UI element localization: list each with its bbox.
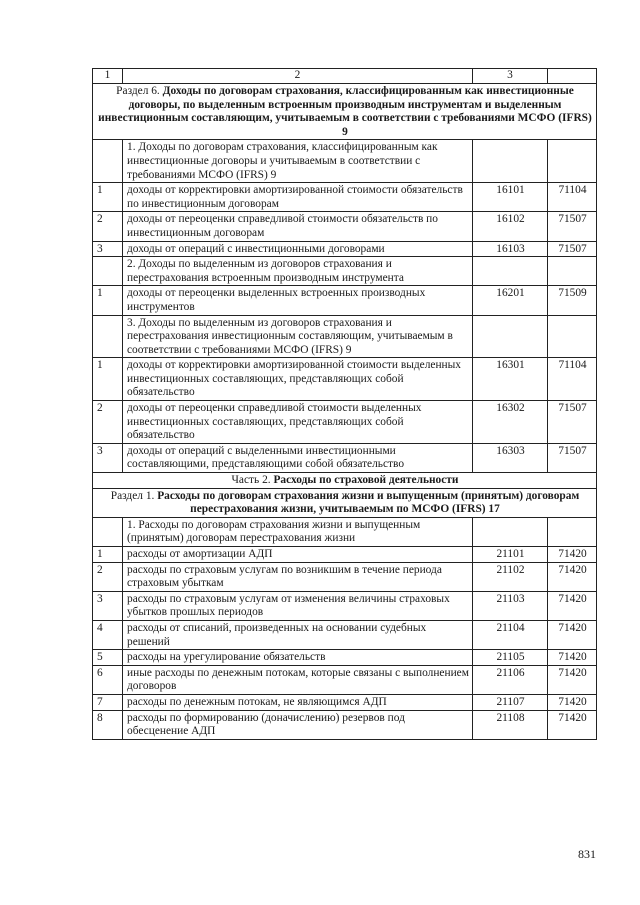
row-text: доходы от операций с инвестиционными договорами bbox=[123, 241, 473, 257]
group-title: 3. Доходы по выделенным из договоров страхования и перестрахования инвестиционным составляющим, учитываемым в соответствии с требованиями МСФО (IFRS) 9 bbox=[123, 315, 473, 358]
row-text: доходы от переоценки справедливой стоимости выделенных инвестиционных составляющих, представляющих собой обязательство bbox=[123, 401, 473, 444]
part-row bbox=[93, 473, 597, 489]
header-col-4 bbox=[548, 69, 597, 84]
row-code: 21104 bbox=[473, 620, 548, 649]
row-text: доходы от корректировки амортизированной стоимости обязательств по инвестиционным договорам bbox=[123, 183, 473, 212]
row-text: доходы от переоценки справедливой стоимости обязательств по инвестиционным договорам bbox=[123, 212, 473, 241]
group-title: 1. Расходы по договорам страхования жизни и выпущенным (принятым) договорам перестрахования жизни bbox=[123, 517, 473, 546]
section-title: Расходы по договорам страхования жизни и выпущенным (принятым) договорам перестрахования жизни, учитываемым по МСФО (IFRS) 17 bbox=[157, 489, 580, 516]
row-text: расходы по формированию (доначислению) резервов под обесценение АДП bbox=[123, 710, 473, 739]
table-row bbox=[93, 183, 597, 212]
part-2-heading bbox=[93, 473, 597, 489]
row-text: доходы от операций с выделенными инвестиционными составляющими, представляющими собой обязательство bbox=[123, 443, 473, 472]
row-code: 16103 bbox=[473, 241, 548, 257]
row-account: 71420 bbox=[548, 710, 597, 739]
row-number: 7 bbox=[93, 694, 123, 710]
row-code: 21108 bbox=[473, 710, 548, 739]
group-row bbox=[93, 517, 597, 546]
row-number: 8 bbox=[93, 710, 123, 739]
row-code: 21106 bbox=[473, 665, 548, 694]
row-account: 71420 bbox=[548, 650, 597, 666]
section-label: Раздел 1. bbox=[110, 489, 158, 502]
account-table bbox=[92, 68, 597, 740]
row-text: иные расходы по денежным потокам, которые связаны с выполнением договоров bbox=[123, 665, 473, 694]
row-code: 16302 bbox=[473, 401, 548, 444]
row-account: 71507 bbox=[548, 241, 597, 257]
row-number: 3 bbox=[93, 443, 123, 472]
table-row bbox=[93, 562, 597, 591]
table-row bbox=[93, 286, 597, 315]
row-code: 16303 bbox=[473, 443, 548, 472]
row-number: 2 bbox=[93, 212, 123, 241]
part-label: Часть 2. bbox=[231, 474, 274, 487]
section-title: Доходы по договорам страхования, классифицированным как инвестиционные договоры, по выделенным встроенным производным инструментам и выделенным инвестиционным составляющим, учитываемым в соответствии с требованиями МСФО (IFRS) 9 bbox=[98, 85, 592, 138]
section-row bbox=[93, 84, 597, 140]
row-text: расходы по денежным потокам, не являющимся АДП bbox=[123, 694, 473, 710]
table-row bbox=[93, 694, 597, 710]
row-number: 2 bbox=[93, 562, 123, 591]
table-row bbox=[93, 443, 597, 472]
table-row bbox=[93, 358, 597, 401]
row-number: 4 bbox=[93, 620, 123, 649]
row-text: расходы по страховым услугам от изменения величины страховых убытков прошлых периодов bbox=[123, 591, 473, 620]
row-account: 71420 bbox=[548, 562, 597, 591]
row-number: 1 bbox=[93, 358, 123, 401]
row-account: 71420 bbox=[548, 591, 597, 620]
row-number: 1 bbox=[93, 286, 123, 315]
row-account: 71507 bbox=[548, 401, 597, 444]
row-number: 3 bbox=[93, 241, 123, 257]
table-row bbox=[93, 591, 597, 620]
group-title: 1. Доходы по договорам страхования, классифицированным как инвестиционные договоры и учитываемым в соответствии с требованиями МСФО (IFRS) 9 bbox=[123, 140, 473, 183]
part-title: Расходы по страховой деятельности bbox=[273, 474, 459, 487]
section-label: Раздел 6. bbox=[116, 85, 163, 97]
section-1-heading bbox=[93, 488, 597, 517]
row-number: 5 bbox=[93, 650, 123, 666]
row-code: 21101 bbox=[473, 547, 548, 563]
table-row bbox=[93, 665, 597, 694]
table-row bbox=[93, 650, 597, 666]
row-account: 71420 bbox=[548, 665, 597, 694]
row-number: 1 bbox=[93, 547, 123, 563]
row-text: доходы от переоценки выделенных встроенных производных инструментов bbox=[123, 286, 473, 315]
header-col-2: 2 bbox=[123, 69, 473, 84]
row-account: 71509 bbox=[548, 286, 597, 315]
row-code: 16102 bbox=[473, 212, 548, 241]
section-row bbox=[93, 488, 597, 517]
table-row bbox=[93, 212, 597, 241]
row-account: 71104 bbox=[548, 183, 597, 212]
header-col-3: 3 bbox=[473, 69, 548, 84]
row-text: доходы от корректировки амортизированной стоимости выделенных инвестиционных составляющих, представляющих собой обязательство bbox=[123, 358, 473, 401]
row-code: 16201 bbox=[473, 286, 548, 315]
row-text: расходы по страховым услугам по возникшим в течение периода страховым убыткам bbox=[123, 562, 473, 591]
table-header-row bbox=[93, 69, 597, 84]
row-account: 71420 bbox=[548, 694, 597, 710]
table-row bbox=[93, 547, 597, 563]
table-row bbox=[93, 401, 597, 444]
table-row bbox=[93, 710, 597, 739]
header-col-1: 1 bbox=[93, 69, 123, 84]
row-text: расходы на урегулирование обязательств bbox=[123, 650, 473, 666]
row-number: 3 bbox=[93, 591, 123, 620]
row-code: 21103 bbox=[473, 591, 548, 620]
row-number: 2 bbox=[93, 401, 123, 444]
row-account: 71507 bbox=[548, 212, 597, 241]
row-number: 1 bbox=[93, 183, 123, 212]
group-row bbox=[93, 315, 597, 358]
section-6-heading bbox=[93, 84, 597, 140]
row-text: расходы от списаний, произведенных на основании судебных решений bbox=[123, 620, 473, 649]
row-code: 16101 bbox=[473, 183, 548, 212]
table-row bbox=[93, 620, 597, 649]
row-account: 71104 bbox=[548, 358, 597, 401]
row-code: 21105 bbox=[473, 650, 548, 666]
page-number: 831 bbox=[578, 847, 596, 861]
row-account: 71420 bbox=[548, 547, 597, 563]
row-text: расходы от амортизации АДП bbox=[123, 547, 473, 563]
table-row bbox=[93, 241, 597, 257]
row-code: 21102 bbox=[473, 562, 548, 591]
group-row bbox=[93, 257, 597, 286]
row-code: 16301 bbox=[473, 358, 548, 401]
group-title: 2. Доходы по выделенным из договоров страхования и перестрахования встроенным производным инструмента bbox=[123, 257, 473, 286]
row-account: 71420 bbox=[548, 620, 597, 649]
group-row bbox=[93, 140, 597, 183]
row-code: 21107 bbox=[473, 694, 548, 710]
row-account: 71507 bbox=[548, 443, 597, 472]
row-number: 6 bbox=[93, 665, 123, 694]
